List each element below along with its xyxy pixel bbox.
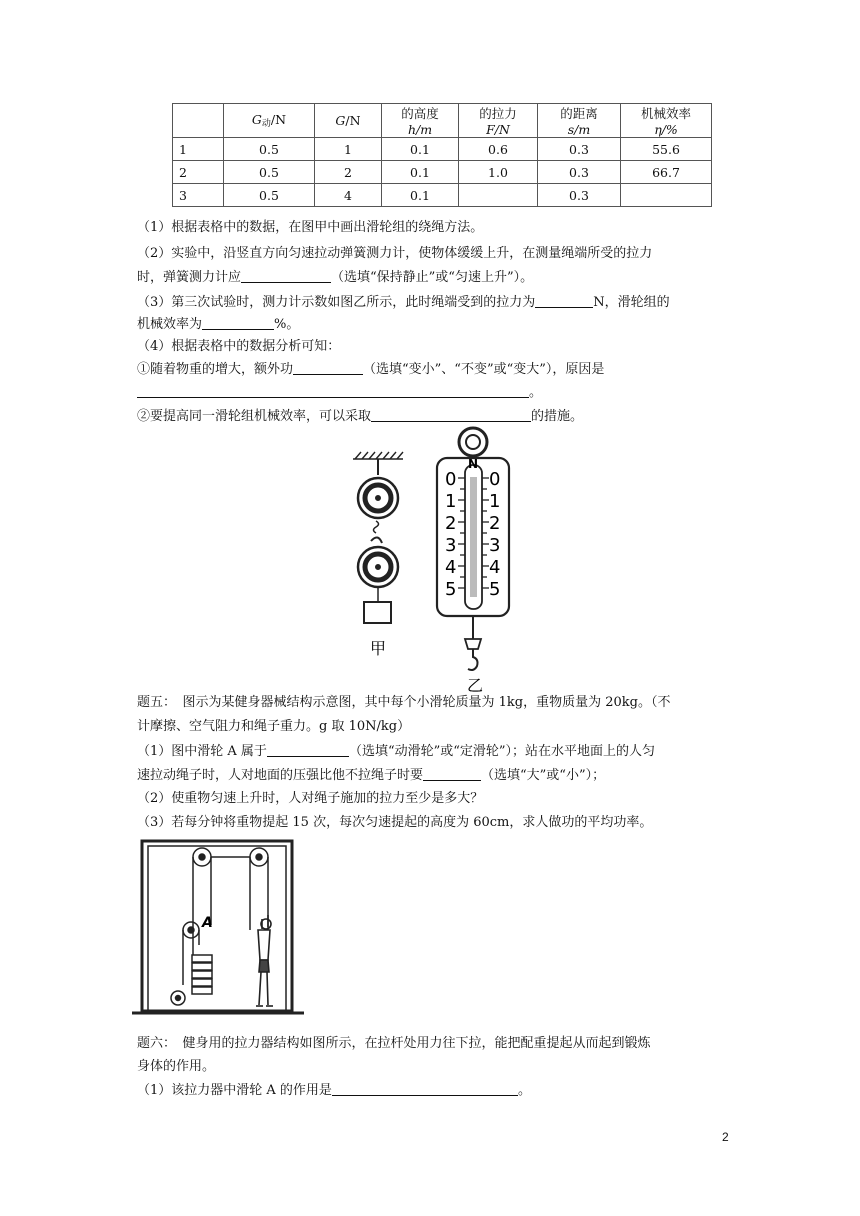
scale-label: 1 [445, 491, 457, 512]
header-text: 的距离 [560, 106, 598, 121]
table-cell: 1 [173, 138, 224, 161]
table-cell: 1.0 [459, 161, 538, 184]
label-jia: 甲 [370, 639, 387, 658]
person [256, 915, 273, 1006]
question-3b [137, 314, 737, 336]
text: 。 [529, 385, 543, 400]
table-cell: 0.1 [382, 161, 459, 184]
header-sub: 动 [261, 119, 271, 129]
table-header-row [173, 104, 712, 138]
scale-label: 1 [489, 491, 501, 512]
answer-blank[interactable] [371, 407, 531, 422]
t5-question-1b [137, 765, 737, 787]
t5-intro-a: 题五： 图示为某健身器械结构示意图，其中每个小滑轮质量为 1kg，重物质量为 20kg。（不 [137, 695, 671, 710]
label-a: A [202, 915, 213, 931]
movable-pulley [358, 537, 398, 602]
table-cell: 0.3 [538, 184, 621, 207]
table-row [173, 161, 712, 184]
table-cell: 0.1 [382, 138, 459, 161]
ceiling-hatch [353, 452, 403, 459]
answer-blank[interactable] [202, 315, 274, 330]
text: （1）图中滑轮 A 属于 [137, 744, 267, 759]
table-cell: 66.7 [621, 161, 712, 184]
fixed-pulley [358, 459, 398, 533]
scale-label: 4 [489, 557, 501, 578]
text: （选填“动滑轮”或“定滑轮”）；站在水平地面上的人匀 [348, 744, 656, 759]
question-2a: （2）实验中，沿竖直方向匀速拉动弹簧测力计，使物体缓缓上升，在测量绳端所受的拉力 [137, 246, 653, 261]
text: （1）该拉力器中滑轮 A 的作用是 [137, 1083, 332, 1098]
scale-label: 0 [489, 469, 501, 490]
figure-pulley-and-scale [345, 425, 515, 693]
table-cell: 2 [315, 161, 382, 184]
answer-blank[interactable] [137, 383, 529, 398]
header-text: 的高度 [401, 106, 439, 121]
table-cell: 2 [173, 161, 224, 184]
text: 。 [517, 1083, 531, 1098]
header-cell [382, 104, 459, 138]
table-cell: 0.3 [538, 138, 621, 161]
answer-blank[interactable] [332, 1081, 518, 1096]
table-cell: 1 [315, 138, 382, 161]
table-cell: 0.3 [538, 161, 621, 184]
table-cell: 0.5 [224, 184, 315, 207]
text: ②要提高同一滑轮组机械效率，可以采取 [137, 409, 372, 424]
scale-label: 5 [445, 579, 457, 600]
text: 速拉动绳子时，人对地面的压强比他不拉绳子时要 [137, 768, 424, 783]
question-3a [137, 292, 737, 314]
answer-blank[interactable] [267, 742, 349, 757]
header-text: 机械效率 [640, 106, 691, 121]
text: N，滑轮组的 [593, 295, 670, 310]
table-cell: 0.5 [224, 138, 315, 161]
scale-top-letter: N [468, 457, 479, 471]
header-unit: h/m [407, 122, 433, 137]
table-cell: 0.1 [382, 184, 459, 207]
table-cell: 0.5 [224, 161, 315, 184]
question-2b [137, 267, 737, 289]
t6-intro-a: 题六： 健身用的拉力器结构如图所示，在拉杆处用力往下拉，能把配重提起从而起到锻炼 [137, 1036, 651, 1051]
scale-label: 0 [445, 469, 457, 490]
question-4-1 [137, 359, 737, 381]
scale-left-labels [445, 469, 456, 600]
answer-blank[interactable] [241, 268, 331, 283]
table-row [173, 138, 712, 161]
figure-fitness-apparatus [132, 835, 304, 1019]
question-4: （4）根据表格中的数据分析可知： [137, 339, 341, 354]
header-cell [173, 104, 224, 138]
text: 机械效率为 [137, 317, 203, 332]
t5-intro-b: 计摩擦、空气阻力和绳子重力。g 取 10N/kg） [137, 719, 411, 734]
frame [132, 841, 304, 1013]
text: （选填“保持静止”或“匀速上升”）。 [331, 270, 534, 285]
text: （选填“大”或“小”）； [481, 768, 606, 783]
answer-blank[interactable] [423, 766, 481, 781]
t5-question-1a [137, 741, 737, 763]
scale-label: 3 [489, 535, 501, 556]
header-cell [621, 104, 712, 138]
weight-stack [192, 955, 212, 994]
scale-label: 5 [489, 579, 501, 600]
table-cell [459, 184, 538, 207]
label-yi: 乙 [467, 676, 484, 693]
scale-label: 4 [445, 557, 457, 578]
weight-block [364, 602, 391, 623]
text: （选填“变小”、“不变”或“变大”），原因是 [363, 362, 605, 377]
text: （3）第三次试验时，测力计示数如图乙所示，此时绳端受到的拉力为 [137, 295, 536, 310]
text: %。 [274, 317, 300, 332]
data-table [172, 103, 712, 207]
header-text: 的拉力 [479, 106, 517, 121]
text: 的措施。 [531, 409, 584, 424]
answer-blank[interactable] [293, 360, 363, 375]
scale-label: 3 [445, 535, 457, 556]
t6-question-1 [137, 1080, 737, 1102]
table-cell: 0.6 [459, 138, 538, 161]
table-cell: 4 [315, 184, 382, 207]
answer-blank[interactable] [535, 293, 593, 308]
t5-question-2: （2）使重物匀速上升时，人对绳子施加的拉力至少是多大？ [137, 791, 484, 806]
header-unit: η/% [654, 122, 678, 137]
text: 时，弹簧测力计应 [137, 270, 242, 285]
table-cell: 55.6 [621, 138, 712, 161]
bottom-pulley [171, 991, 185, 1005]
scale-right-labels [489, 469, 500, 600]
header-cell: G/N [315, 104, 382, 138]
t6-intro-b: 身体的作用。 [137, 1059, 216, 1074]
question-4-1-reason [137, 382, 737, 404]
t5-question-3: （3）若每分钟将重物提起 15 次，每次匀速提起的高度为 60cm，求人做功的平均功率。 [137, 815, 653, 830]
header-cell [538, 104, 621, 138]
scale-label: 2 [489, 513, 501, 534]
question-1: （1）根据表格中的数据，在图甲中画出滑轮组的绕绳方法。 [137, 220, 484, 235]
header-cell [459, 104, 538, 138]
table-row [173, 184, 712, 207]
text: ①随着物重的增大，额外功 [137, 362, 294, 377]
header-unit: F/N [486, 122, 510, 137]
header-cell: $G_动/N$ [224, 104, 315, 138]
scale-label: 2 [445, 513, 457, 534]
table-cell: 3 [173, 184, 224, 207]
header-unit: s/m [567, 122, 591, 137]
page-number: 2 [722, 1130, 729, 1144]
table-cell [621, 184, 712, 207]
